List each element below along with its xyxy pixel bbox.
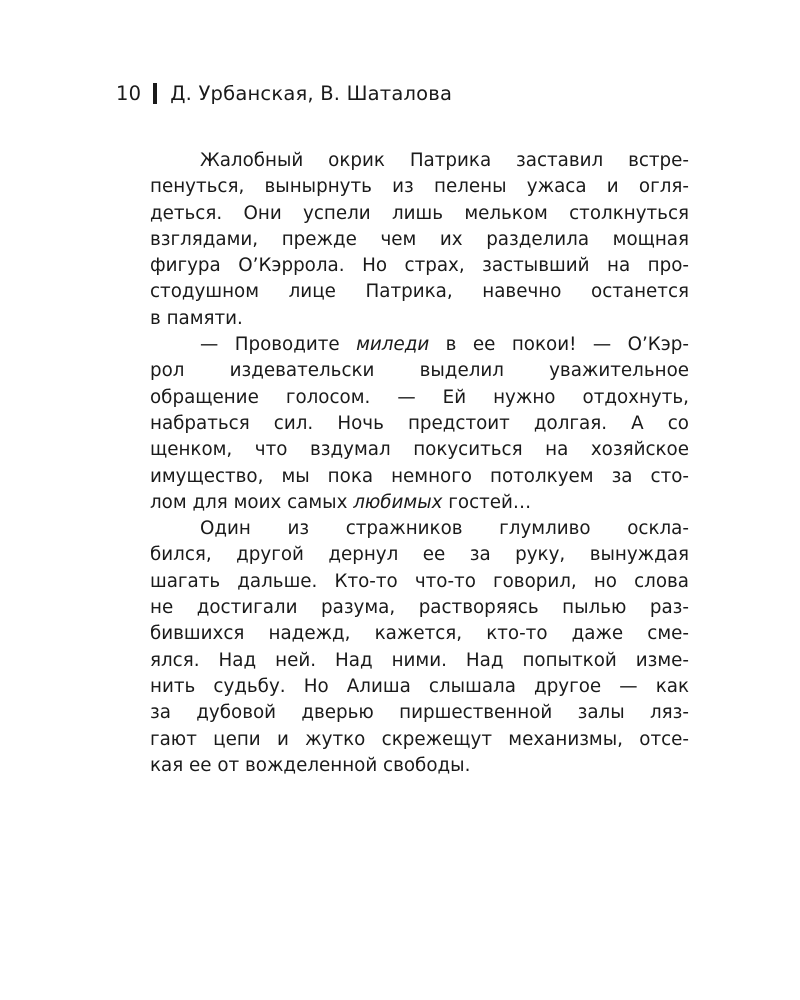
text-line: кая ее от вожделенной свободы.: [150, 754, 471, 776]
text-line: в памяти.: [150, 307, 243, 329]
text-line: бившихся надежд, кажется, кто-то даже сме-: [150, 623, 689, 645]
text-line: деться. Они успели лишь мельком столкнуться: [150, 202, 689, 224]
page-number: 10: [116, 82, 142, 105]
text-line: взглядами, прежде чем их разделила мощная: [150, 228, 689, 250]
text-line: стодушном лице Патрика, навечно останется: [150, 281, 689, 303]
text-line: гают цепи и жутко скрежещут механизмы, отсе-: [150, 728, 689, 750]
text-line: шагать дальше. Кто-то что-то говорил, но слова: [150, 570, 689, 592]
text-line: не достигали разума, растворяясь пылью раз-: [150, 597, 689, 619]
header-divider: [153, 83, 157, 104]
italic-text: миледи: [356, 334, 430, 356]
text-line: обращение голосом. — Ей нужно отдохнуть,: [150, 386, 689, 408]
text-span: в ее покои! — О’Кэр-: [429, 334, 689, 356]
header-authors: Д. Урбанская, В. Шаталова: [170, 82, 453, 105]
text-span: — Проводите: [200, 334, 357, 356]
text-line: [150, 490, 689, 516]
text-span: лом для моих самых: [150, 491, 354, 513]
italic-text: любимых: [353, 491, 443, 513]
text-line: пенуться, вынырнуть из пелены ужаса и огля-: [150, 176, 689, 198]
text-line: нить судьбу. Но Алиша слышала другое — как: [150, 675, 689, 697]
text-line: Один из стражников глумливо оскла-: [200, 518, 689, 540]
body-text: [150, 148, 689, 779]
text-line: ялся. Над ней. Над ними. Над попыткой изме-: [150, 649, 689, 671]
text-line: имущество, мы пока немного потолкуем за сто-: [150, 465, 689, 487]
text-line: за дубовой дверью пиршественной залы ляз-: [150, 702, 689, 724]
text-line: набраться сил. Ночь предстоит долгая. А со: [150, 412, 689, 434]
text-line: рол издевательски выделил уважительное: [150, 360, 689, 382]
text-line: фигура О’Кэррола. Но страх, застывший на про-: [150, 255, 689, 277]
text-line: [150, 332, 689, 358]
text-line: Жалобный окрик Патрика заставил встре-: [200, 150, 689, 171]
text-span: гостей…: [442, 491, 532, 513]
text-line: бился, другой дернул ее за руку, вынуждая: [150, 544, 689, 566]
text-line: щенком, что вздумал покуситься на хозяйское: [150, 439, 689, 461]
running-head: [116, 82, 452, 105]
